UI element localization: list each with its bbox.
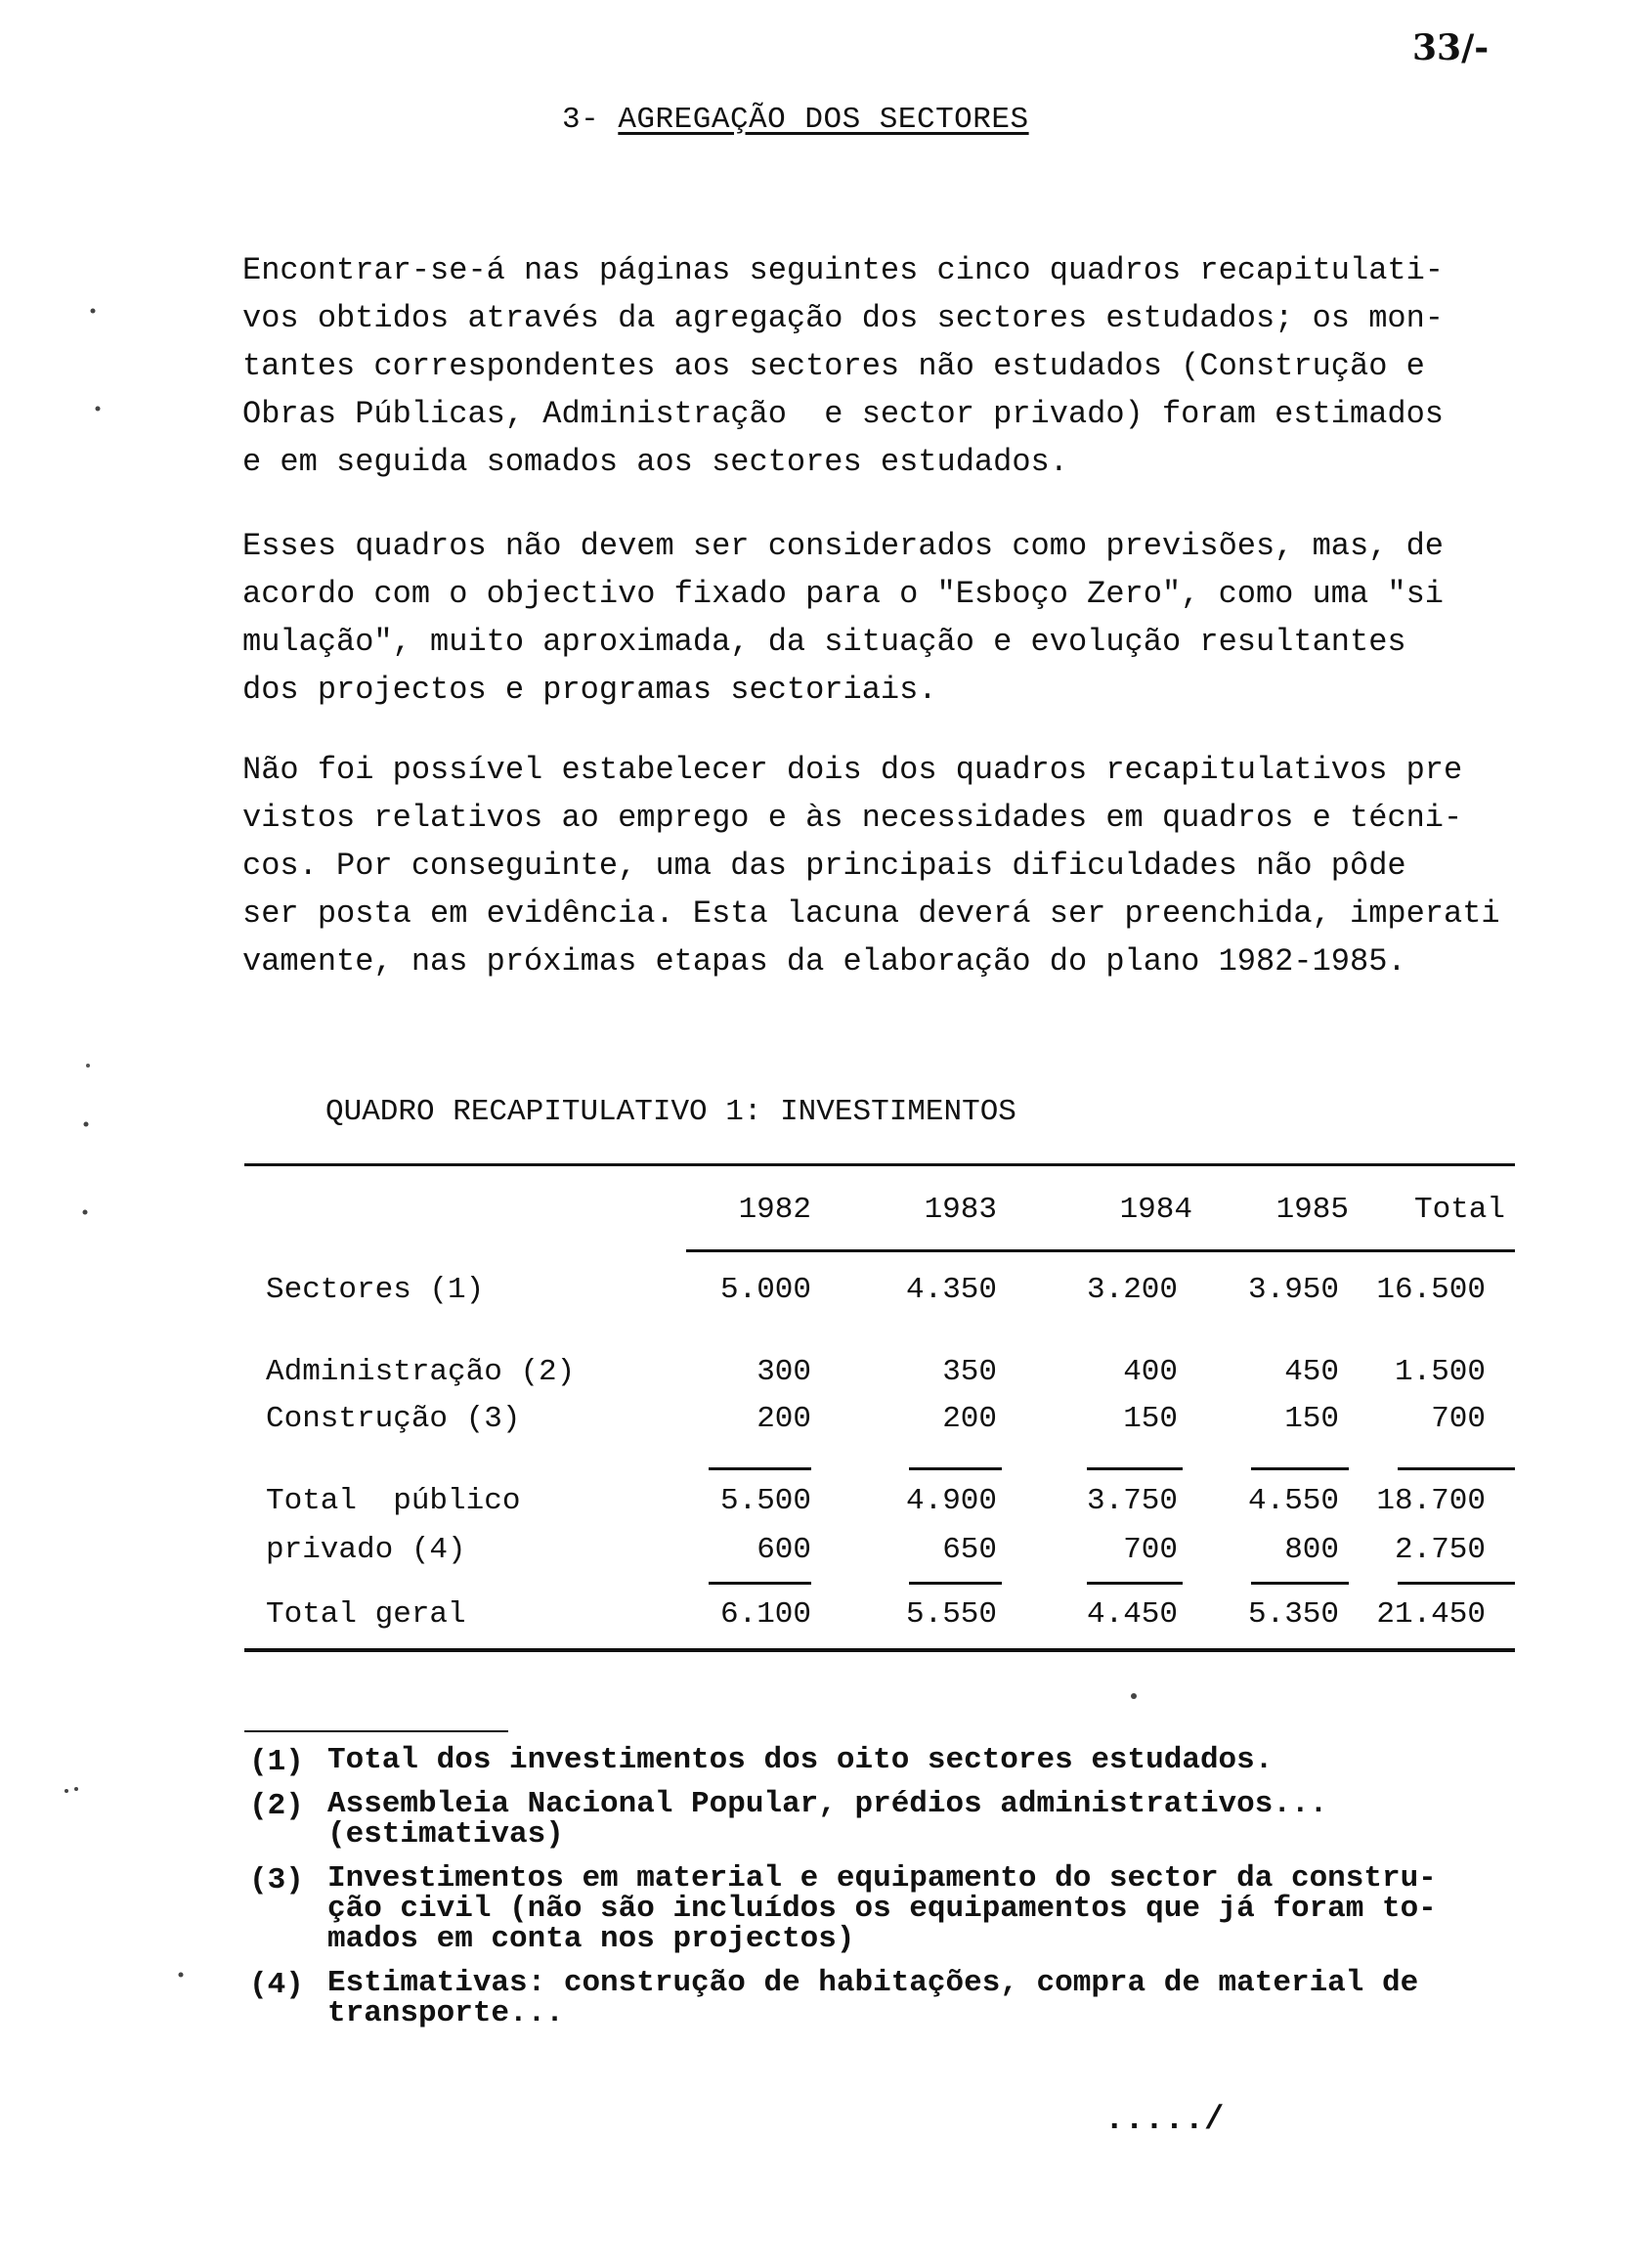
cell: 3.750: [1086, 1484, 1178, 1518]
cell: 2.750: [1394, 1533, 1486, 1567]
cell: 4.550: [1247, 1484, 1339, 1518]
footnote-marker: (1): [249, 1745, 304, 1779]
footnote-line: mados em conta nos projectos): [327, 1922, 855, 1956]
footnote-marker: (4): [249, 1968, 304, 2002]
col-header-1982: 1982: [738, 1193, 811, 1227]
cell: 3.200: [1086, 1273, 1178, 1307]
row-label-sectores: Sectores (1): [266, 1273, 485, 1307]
cell: 6.100: [719, 1597, 811, 1632]
page-number: 33/-: [1412, 27, 1490, 68]
cell: 200: [942, 1402, 997, 1436]
col-header-total: Total: [1413, 1193, 1505, 1227]
section-title: AGREGAÇÃO DOS SECTORES: [618, 103, 1029, 137]
cell: 5.000: [719, 1273, 811, 1307]
continuation-mark: ...../: [1104, 2102, 1225, 2139]
text-line: Encontrar-se-á nas páginas seguintes cinco quadros recapitulati-: [242, 252, 1444, 288]
row-label-administracao: Administração (2): [266, 1355, 576, 1389]
cell: 700: [1431, 1402, 1486, 1436]
text-line: Esses quadros não devem ser considerados como previsões, mas, de: [242, 528, 1444, 564]
text-line: e em seguida somados aos sectores estudados.: [242, 444, 1068, 480]
footnote-line: Investimentos em material e equipamento do sector da constru-: [327, 1861, 1437, 1896]
cell: 16.500: [1376, 1273, 1486, 1307]
cell: 300: [756, 1355, 811, 1389]
row-label-total-geral: Total geral: [266, 1597, 466, 1632]
section-number: 3-: [562, 103, 600, 137]
cell: 21.450: [1376, 1597, 1486, 1632]
cell: 1.500: [1394, 1355, 1486, 1389]
cell: 3.950: [1247, 1273, 1339, 1307]
text-line: tantes correspondentes aos sectores não estudados (Construção e: [242, 348, 1425, 384]
col-header-1985: 1985: [1275, 1193, 1349, 1227]
cell: 650: [942, 1533, 997, 1567]
cell: 4.350: [905, 1273, 997, 1307]
text-line: vistos relativos ao emprego e às necessidades em quadros e técni-: [242, 800, 1463, 836]
row-label-privado: privado (4): [266, 1533, 466, 1567]
col-header-1984: 1984: [1119, 1193, 1192, 1227]
footnote-line: Estimativas: construção de habitações, compra de material de: [327, 1966, 1419, 2000]
cell: 600: [756, 1533, 811, 1567]
cell: 5.550: [905, 1597, 997, 1632]
cell: 450: [1284, 1355, 1339, 1389]
footnote-line: ção civil (não são incluídos os equipamentos que já foram to-: [327, 1892, 1437, 1926]
text-line: mulação", muito aproximada, da situação e evolução resultantes: [242, 624, 1406, 660]
cell: 200: [756, 1402, 811, 1436]
table-title: QUADRO RECAPITULATIVO 1: INVESTIMENTOS: [325, 1095, 1016, 1129]
col-header-1983: 1983: [924, 1193, 997, 1227]
cell: 150: [1284, 1402, 1339, 1436]
cell: 400: [1123, 1355, 1178, 1389]
text-line: Obras Públicas, Administração e sector privado) foram estimados: [242, 396, 1444, 432]
text-line: ser posta em evidência. Esta lacuna deverá ser preenchida, imperati: [242, 895, 1500, 932]
cell: 5.350: [1247, 1597, 1339, 1632]
text-line: Não foi possível estabelecer dois dos quadros recapitulativos pre: [242, 752, 1463, 788]
footnote-marker: (3): [249, 1863, 304, 1897]
text-line: vamente, nas próximas etapas da elaboração do plano 1982-1985.: [242, 943, 1406, 980]
text-line: dos projectos e programas sectoriais.: [242, 672, 937, 708]
footnote-line: (estimativas): [327, 1817, 564, 1852]
cell: 350: [942, 1355, 997, 1389]
row-label-construcao: Construção (3): [266, 1402, 521, 1436]
cell: 5.500: [719, 1484, 811, 1518]
text-line: vos obtidos através da agregação dos sectores estudados; os mon-: [242, 300, 1444, 336]
footnote-marker: (2): [249, 1789, 304, 1823]
footnote-line: transporte...: [327, 1996, 564, 2030]
cell: 150: [1123, 1402, 1178, 1436]
cell: 800: [1284, 1533, 1339, 1567]
footnote-line: Assembleia Nacional Popular, prédios administrativos...: [327, 1787, 1328, 1821]
cell: 4.900: [905, 1484, 997, 1518]
text-line: acordo com o objectivo fixado para o "Esboço Zero", como uma "si: [242, 576, 1444, 612]
text-line: cos. Por conseguinte, uma das principais dificuldades não pôde: [242, 848, 1406, 884]
cell: 700: [1123, 1533, 1178, 1567]
cell: 4.450: [1086, 1597, 1178, 1632]
footnote-line: Total dos investimentos dos oito sectores estudados.: [327, 1743, 1274, 1777]
row-label-total-publico: Total público: [266, 1484, 521, 1518]
cell: 18.700: [1376, 1484, 1486, 1518]
